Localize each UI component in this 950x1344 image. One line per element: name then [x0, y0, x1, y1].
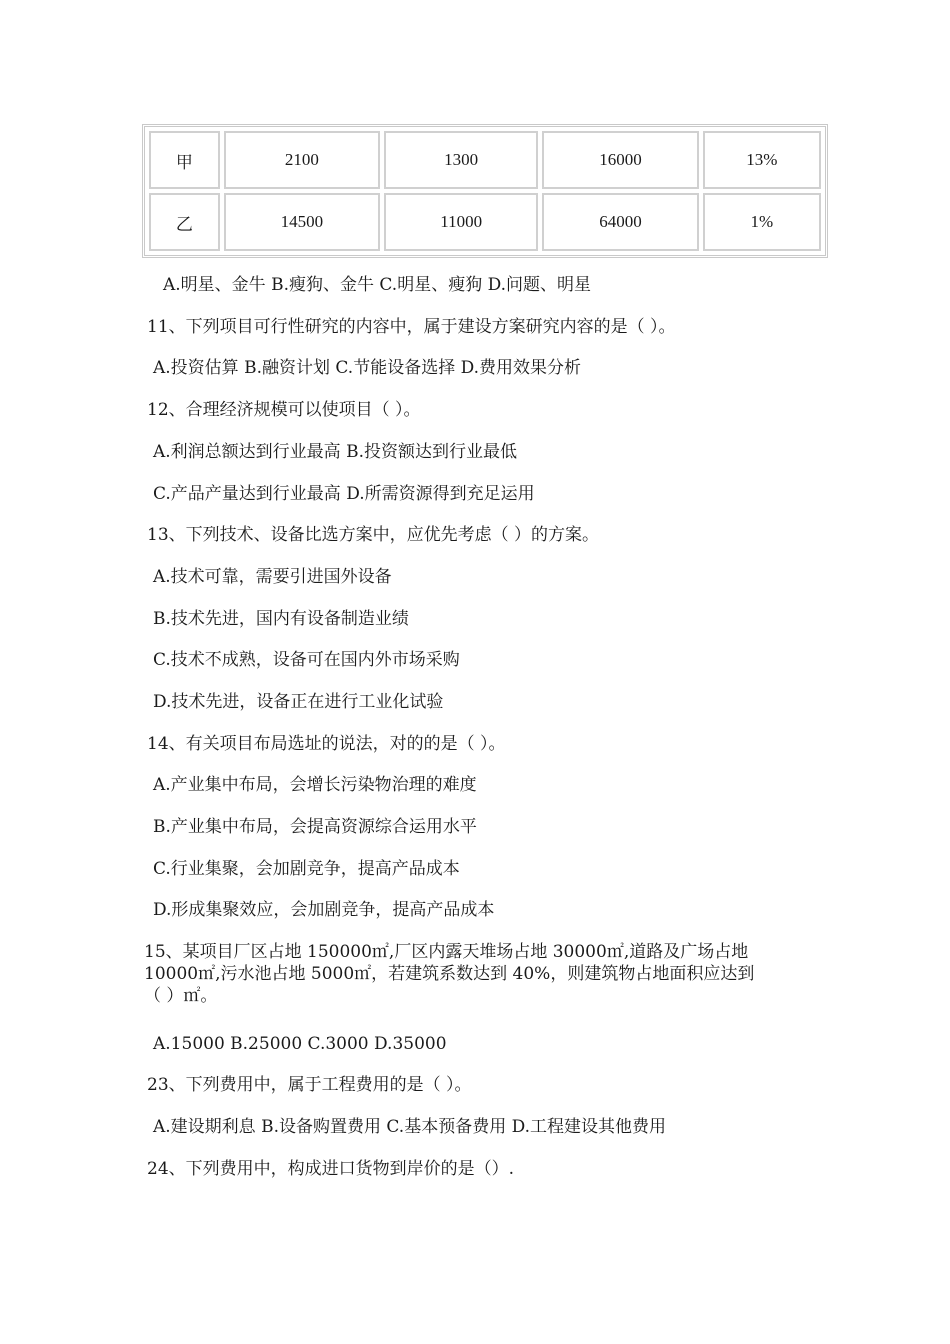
table-cell: 甲	[149, 131, 220, 189]
q13-question: 13、下列技术、设备比选方案中，应优先考虑（ ）的方案。	[147, 525, 600, 545]
q12-options-ab: A.利润总额达到行业最高 B.投资额达到行业最低	[153, 442, 517, 462]
q15-line: 15、某项目厂区占地 150000㎡,厂区内露天堆场占地 30000㎡,道路及广场占地	[144, 942, 749, 962]
table-cell: 2100	[224, 131, 380, 189]
q12-question: 12、合理经济规模可以使项目（ ）。	[147, 400, 421, 420]
table-cell: 14500	[224, 193, 380, 251]
q13-option-c: C.技术不成熟，设备可在国内外市场采购	[153, 650, 460, 670]
table-cell: 1300	[384, 131, 538, 189]
table-cell: 11000	[384, 193, 538, 251]
q13-option-a: A.技术可靠，需要引进国外设备	[153, 567, 392, 587]
q15-options: A.15000 B.25000 C.3000 D.35000	[153, 1034, 447, 1054]
table-row	[149, 193, 821, 251]
q11-options: A.投资估算 B.融资计划 C.节能设备选择 D.费用效果分析	[153, 358, 582, 378]
q12-options-cd: C.产品产量达到行业最高 D.所需资源得到充足运用	[153, 484, 535, 504]
q11-question: 11、下列项目可行性研究的内容中，属于建设方案研究内容的是（ ）。	[147, 317, 676, 337]
q13-option-b: B.技术先进，国内有设备制造业绩	[153, 609, 409, 629]
q15-line: 10000㎡,污水池占地 5000㎡，若建筑系数达到 40%，则建筑物占地面积应达到	[144, 964, 755, 984]
q14-option-d: D.形成集聚效应，会加剧竞争，提高产品成本	[153, 900, 495, 920]
table-cell: 13%	[703, 131, 821, 189]
table-cell: 1%	[703, 193, 821, 251]
q10-options: A.明星、金牛 B.瘦狗、金牛 C.明星、瘦狗 D.问题、明星	[163, 275, 592, 295]
table-cell: 64000	[542, 193, 698, 251]
q14-question: 14、有关项目布局选址的说法，对的的是（ ）。	[147, 734, 506, 754]
q13-option-d: D.技术先进，设备正在进行工业化试验	[153, 692, 444, 712]
table-cell: 16000	[542, 131, 698, 189]
table-row	[149, 131, 821, 189]
q15-line: （ ）㎡。	[144, 986, 218, 1006]
table-cell: 乙	[149, 193, 220, 251]
q23-question: 23、下列费用中，属于工程费用的是（ ）。	[147, 1075, 472, 1095]
q24-question: 24、下列费用中，构成进口货物到岸价的是（）.	[147, 1159, 515, 1179]
q15-question	[144, 941, 814, 1007]
q14-option-b: B.产业集中布局，会提高资源综合运用水平	[153, 817, 477, 837]
q23-options: A.建设期利息 B.设备购置费用 C.基本预备费用 D.工程建设其他费用	[153, 1117, 667, 1137]
data-table	[142, 124, 828, 258]
q14-option-c: C.行业集聚，会加剧竞争，提高产品成本	[153, 859, 460, 879]
q14-option-a: A.产业集中布局，会增长污染物治理的难度	[153, 775, 477, 795]
